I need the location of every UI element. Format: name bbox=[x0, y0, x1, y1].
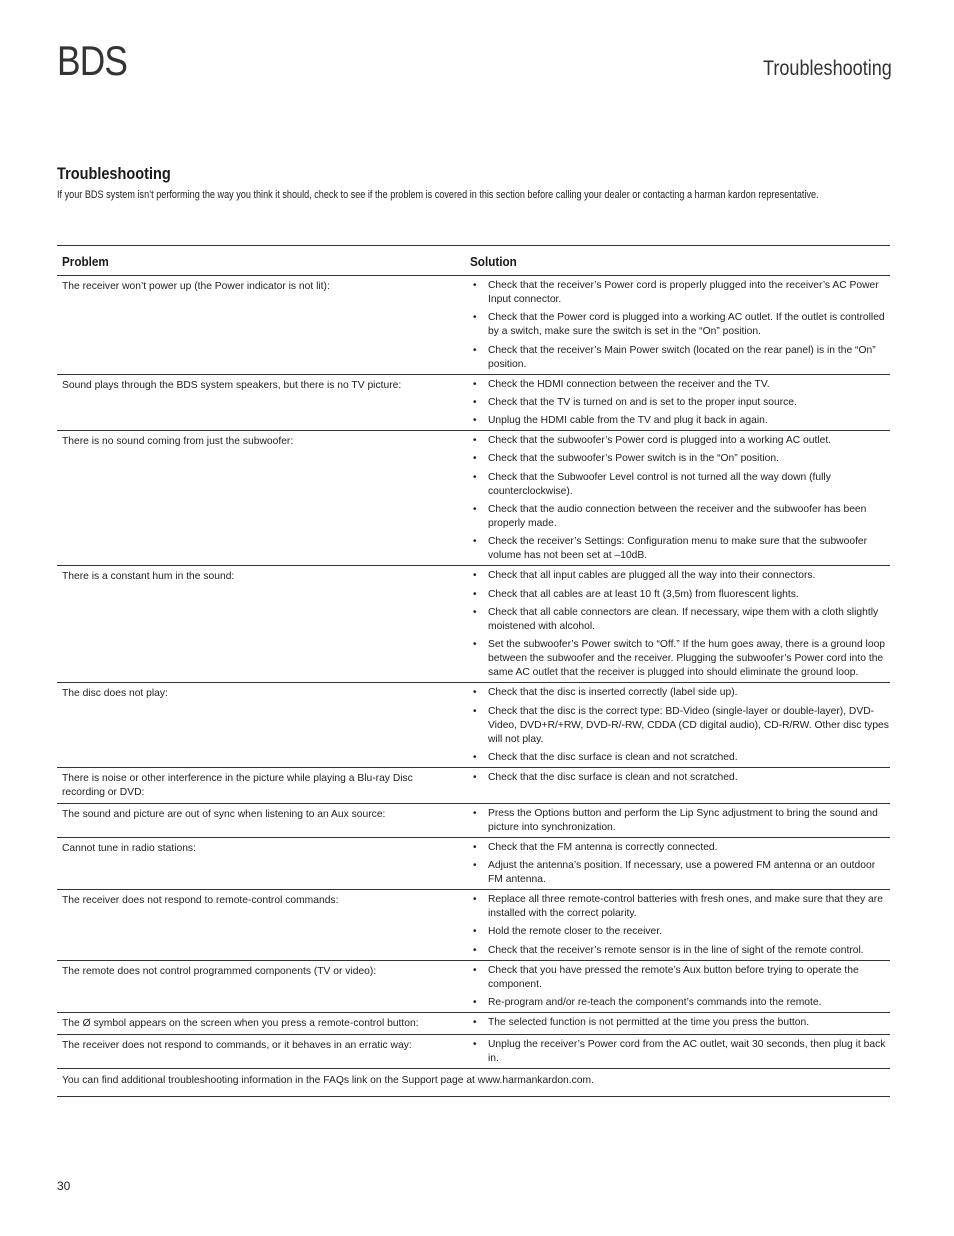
solution-item: • Check that the disc is inserted correctly (label side up). bbox=[470, 686, 890, 700]
solution-item: • Check that the FM antenna is correctly connected. bbox=[470, 841, 890, 855]
solution-cell bbox=[460, 566, 890, 683]
solution-list bbox=[470, 434, 890, 563]
solution-item: • Unplug the receiver’s Power cord from the AC outlet, wait 30 seconds, then plug it back in. bbox=[470, 1038, 890, 1066]
table-row bbox=[57, 276, 890, 375]
problem-cell: Cannot tune in radio stations: bbox=[57, 837, 460, 889]
solution-list bbox=[470, 1038, 890, 1066]
table-row bbox=[57, 1013, 890, 1035]
table-row bbox=[57, 960, 890, 1012]
solution-item: • Check that the disc surface is clean and not scratched. bbox=[470, 751, 890, 765]
problem-cell: There is a constant hum in the sound: bbox=[57, 566, 460, 683]
table-note-row bbox=[57, 1069, 890, 1097]
solution-item: • Check the HDMI connection between the receiver and the TV. bbox=[470, 378, 890, 392]
solution-item: • Check that all cables are at least 10 ft (3,5m) from fluorescent lights. bbox=[470, 588, 890, 602]
table-row bbox=[57, 1035, 890, 1069]
solution-cell bbox=[460, 803, 890, 837]
problem-cell: The remote does not control programmed components (TV or video): bbox=[57, 960, 460, 1012]
solution-item: • Check that the receiver’s Main Power switch (located on the rear panel) is in the “On” position. bbox=[470, 344, 890, 372]
solution-item: • Check that the receiver’s Power cord is properly plugged into the receiver’s AC Power Input connector. bbox=[470, 279, 890, 307]
solution-item: • Hold the remote closer to the receiver. bbox=[470, 925, 890, 939]
solution-item: • Check that the subwoofer’s Power cord is plugged into a working AC outlet. bbox=[470, 434, 890, 448]
solution-cell bbox=[460, 767, 890, 803]
problem-cell: The receiver won’t power up (the Power indicator is not lit): bbox=[57, 276, 460, 375]
solution-item: • Check that the audio connection between the receiver and the subwoofer has been properly made. bbox=[470, 503, 890, 531]
solution-item: • Check that the receiver’s remote sensor is in the line of sight of the remote control. bbox=[470, 944, 890, 958]
problem-cell: The sound and picture are out of sync when listening to an Aux source: bbox=[57, 803, 460, 837]
solution-list bbox=[470, 964, 890, 1010]
table-row bbox=[57, 767, 890, 803]
solution-cell bbox=[460, 683, 890, 768]
solution-item: • Unplug the HDMI cable from the TV and plug it back in again. bbox=[470, 414, 890, 428]
solution-item: • Check that the Subwoofer Level control is not turned all the way down (fully counterclockwise). bbox=[470, 471, 890, 499]
table-row bbox=[57, 683, 890, 768]
solution-item: • Adjust the antenna’s position. If necessary, use a powered FM antenna or an outdoor FM antenna. bbox=[470, 859, 890, 887]
solution-item: • Replace all three remote-control batteries with fresh ones, and make sure that they are installed with the correct polarity. bbox=[470, 893, 890, 921]
column-header-solution: Solution bbox=[460, 246, 890, 276]
solution-cell bbox=[460, 431, 890, 566]
solution-item: • Check that the disc surface is clean and not scratched. bbox=[470, 771, 890, 785]
table-row bbox=[57, 566, 890, 683]
solution-item: • Set the subwoofer’s Power switch to “Off.” If the hum goes away, there is a ground loop between the subwoofer and the receiver. Plugging the subwoofer’s Power cord into the same AC outlet that the receiver is plugged into should eliminate the ground loop. bbox=[470, 638, 890, 680]
column-header-problem: Problem bbox=[57, 246, 460, 276]
solution-cell bbox=[460, 1035, 890, 1069]
solution-item: • Check that you have pressed the remote’s Aux button before trying to operate the component. bbox=[470, 964, 890, 992]
solution-list bbox=[470, 686, 890, 765]
solution-list bbox=[470, 279, 890, 372]
page-number: 30 bbox=[57, 1179, 71, 1193]
table-row bbox=[57, 803, 890, 837]
troubleshooting-table bbox=[57, 245, 890, 1097]
table-row bbox=[57, 837, 890, 889]
solution-cell bbox=[460, 837, 890, 889]
problem-cell: The disc does not play: bbox=[57, 683, 460, 768]
solution-list bbox=[470, 841, 890, 887]
solution-list bbox=[470, 569, 890, 680]
solution-item: • Re-program and/or re-teach the component’s commands into the remote. bbox=[470, 996, 890, 1010]
problem-cell: The receiver does not respond to remote-control commands: bbox=[57, 890, 460, 961]
problem-cell: Sound plays through the BDS system speakers, but there is no TV picture: bbox=[57, 374, 460, 431]
solution-item: • Check that all cable connectors are clean. If necessary, wipe them with a cloth slightly moistened with alcohol. bbox=[470, 606, 890, 634]
solution-list bbox=[470, 771, 890, 785]
solution-item: • Press the Options button and perform the Lip Sync adjustment to bring the sound and picture into synchronization. bbox=[470, 807, 890, 835]
intro-paragraph: If your BDS system isn’t performing the way you think it should, check to see if the problem is covered in this section before calling your dealer or contacting a harman kardon representative. bbox=[57, 189, 819, 201]
table-row bbox=[57, 431, 890, 566]
solution-item: • Check the receiver’s Settings: Configuration menu to make sure that the subwoofer volume has not been set at –10dB. bbox=[470, 535, 890, 563]
solution-item: • The selected function is not permitted at the time you press the button. bbox=[470, 1016, 890, 1030]
solution-cell bbox=[460, 890, 890, 961]
page-header-title: Troubleshooting bbox=[763, 57, 892, 80]
problem-cell: There is no sound coming from just the subwoofer: bbox=[57, 431, 460, 566]
solution-item: • Check that the TV is turned on and is set to the proper input source. bbox=[470, 396, 890, 410]
table-header-row bbox=[57, 246, 890, 276]
table-row bbox=[57, 374, 890, 431]
solution-list bbox=[470, 807, 890, 835]
solution-cell bbox=[460, 1013, 890, 1035]
solution-list bbox=[470, 1016, 890, 1030]
solution-cell bbox=[460, 960, 890, 1012]
solution-item: • Check that the Power cord is plugged into a working AC outlet. If the outlet is controlled by a switch, make sure the switch is set in the “On” position. bbox=[470, 311, 890, 339]
problem-cell: The receiver does not respond to commands, or it behaves in an erratic way: bbox=[57, 1035, 460, 1069]
solution-item: • Check that the subwoofer’s Power switch is in the “On” position. bbox=[470, 452, 890, 466]
table-footnote: You can find additional troubleshooting information in the FAQs link on the Support page at www.harmankardon.com. bbox=[57, 1069, 890, 1097]
solution-cell bbox=[460, 374, 890, 431]
solution-list bbox=[470, 893, 890, 958]
solution-list bbox=[470, 378, 890, 429]
section-heading: Troubleshooting bbox=[57, 165, 171, 183]
solution-item: • Check that the disc is the correct type: BD-Video (single-layer or double-layer), DVD-Video, DVD+R/+RW, DVD-R/-RW, CDDA (CD digital audio), CD-R/RW. Other disc types will not play. bbox=[470, 705, 890, 747]
problem-cell: There is noise or other interference in the picture while playing a Blu-ray Disc recording or DVD: bbox=[57, 767, 460, 803]
table-row bbox=[57, 890, 890, 961]
problem-cell: The Ø symbol appears on the screen when you press a remote-control button: bbox=[57, 1013, 460, 1035]
solution-cell bbox=[460, 276, 890, 375]
solution-item: • Check that all input cables are plugged all the way into their connectors. bbox=[470, 569, 890, 583]
brand-logo: BDS bbox=[57, 37, 128, 84]
